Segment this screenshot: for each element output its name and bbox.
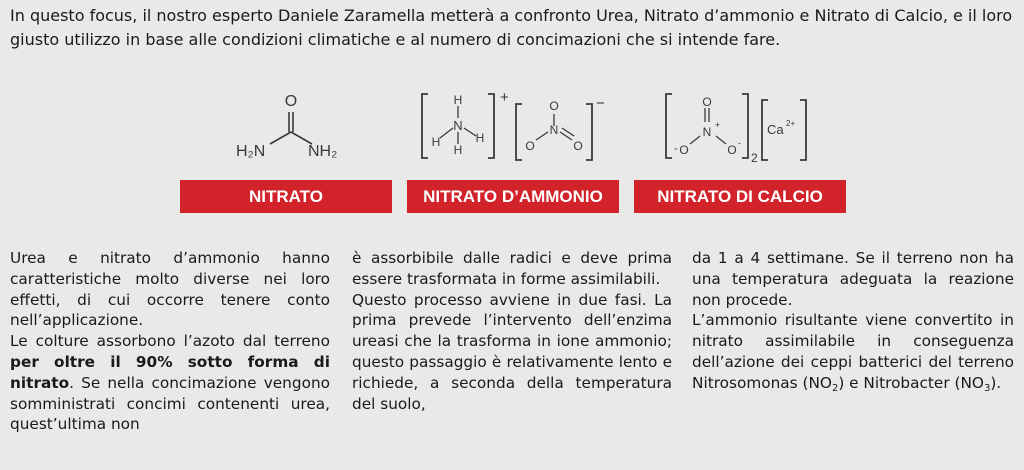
calcium-nitrate-n: N (702, 125, 712, 139)
label-ammonium-nitrate: NITRATO D’AMMONIO (407, 180, 619, 213)
calcium-nitrate-o-top: O (702, 95, 712, 109)
col3-paragraph-2 (692, 310, 1014, 393)
nitrate-o-left: O (525, 139, 535, 153)
urea-h2n: H₂N (236, 143, 266, 160)
text-column-2 (352, 248, 672, 468)
calcium-nitrate-o-right-charge: - (738, 138, 741, 148)
col3-p2-middle: ) e Nitrobacter (NO (838, 373, 984, 392)
chemical-structures (0, 88, 1024, 170)
nitrate-n: N (549, 123, 559, 137)
col1-paragraph-2 (10, 331, 330, 435)
col3-sub-no3: 3 (983, 382, 991, 394)
label-calcium-nitrate: NITRATO DI CALCIO (634, 180, 846, 213)
col2-paragraph-1: è assorbibile dalle radici e deve prima essere trasformata in forme assimilabili. (352, 249, 672, 288)
calcium-nitrate-o-left: O (679, 143, 689, 157)
ammonium-n: N (453, 118, 463, 133)
calcium-nitrate-subscript: 2 (751, 151, 758, 165)
col1-p2-bold: per oltre il 90% sotto forma di nitrato (10, 352, 330, 392)
col3-p2-end: ). (990, 373, 1002, 392)
col3-paragraph-1: da 1 a 4 settimane. Se il terreno non ha una temperatura adeguata la reazione non procede. (692, 249, 1014, 309)
ammonium-h-left: H (431, 135, 441, 149)
col1-p2-start: Le colture assorbono l’azoto dal terreno (10, 332, 330, 351)
col1-p2-end: . Se nella concimazione vengono somministrati concimi contenenti urea, quest’ultima non (10, 373, 330, 434)
calcium-symbol: Ca (767, 122, 784, 137)
calcium-nitrate-o-left-charge: - (674, 143, 678, 155)
ammonium-h-right: H (475, 131, 485, 145)
col1-paragraph-1: Urea e nitrato d’ammonio hanno caratteristiche molto diverse nei loro effetti, di cui occorre tenere conto nell’applicazione. (10, 249, 330, 330)
ammonium-h-top: H (453, 93, 463, 107)
ammonium-nitrate-structure (416, 88, 616, 170)
nitrate-charge: − (596, 95, 605, 112)
nitrate-o-top: O (549, 99, 559, 113)
urea-nh2: NH₂ (308, 143, 338, 160)
nitrate-o-right: O (573, 139, 583, 153)
col2-paragraph-2: Questo processo avviene in due fasi. La prima prevede l’intervento dell’enzima ureasi che la trasforma in ione ammonio; questo passaggio è relativamente lento e richiede, a seconda della temperatura del suolo, (352, 290, 672, 413)
calcium-nitrate-structure (660, 88, 830, 170)
text-column-3 (692, 248, 1014, 468)
ammonium-h-bottom: H (453, 143, 463, 157)
calcium-nitrate-o-right: O (727, 143, 737, 157)
ammonium-charge: + (500, 89, 509, 106)
urea-oxygen: O (284, 93, 298, 110)
label-urea: NITRATO (180, 180, 392, 213)
col3-p2-start: L’ammonio risultante viene convertito in nitrato assimilabile in conseguenza dell’azione dei ceppi batterici del terreno Nitrosomonas (NO (692, 311, 1014, 392)
calcium-nitrate-n-charge: + (715, 120, 721, 130)
text-column-1 (10, 248, 330, 468)
urea-structure (220, 88, 360, 170)
intro-paragraph: In questo focus, il nostro esperto Daniele Zaramella metterà a confronto Urea, Nitrato d’ammonio e Nitrato di Calcio, e il loro giusto utilizzo in base alle condizioni climatiche e al numero di concimazioni che si intende fare. (10, 6, 1013, 49)
calcium-charge: 2+ (786, 119, 796, 128)
col3-sub-no2: 2 (831, 382, 839, 394)
